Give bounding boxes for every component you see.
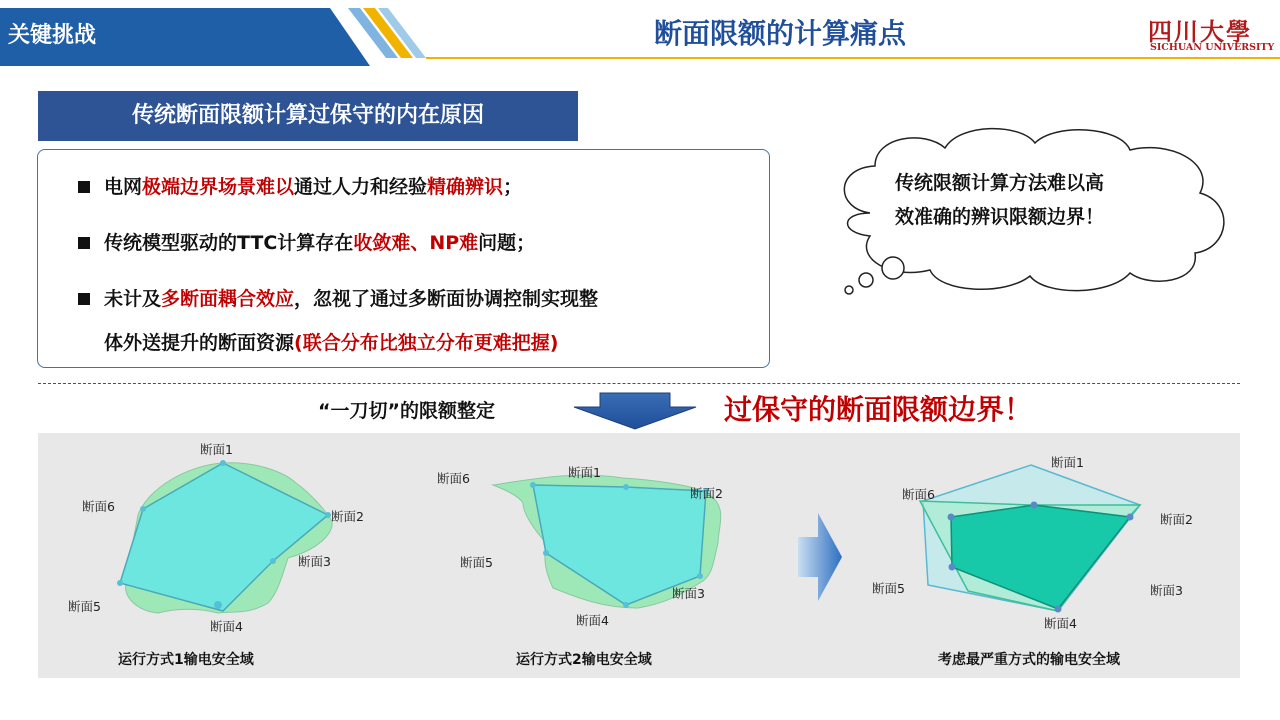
- reason-highlight: 收敛难、NP难: [353, 232, 479, 254]
- bullet-square-icon: [78, 237, 90, 249]
- reason-item-2: [78, 228, 535, 258]
- diagram1-label-4: 断面4: [210, 619, 243, 634]
- university-logo: 四川大學: [1148, 17, 1252, 46]
- reason-highlight: (联合分布比独立分布更难把握): [294, 332, 559, 354]
- diagram-panel: [38, 433, 1240, 678]
- thought-bubble-medium: [859, 273, 873, 287]
- section-tag: 关键挑战: [8, 23, 97, 48]
- down-arrow-icon: [572, 391, 698, 431]
- reason-text: 通过人力和经验: [294, 176, 428, 198]
- diagram2-caption: 运行方式2输电安全域: [516, 652, 652, 668]
- diagram2-label-1: 断面1: [568, 465, 601, 480]
- reasons-box: [37, 149, 770, 368]
- diagram1-label-2: 断面2: [331, 509, 364, 524]
- reason-text: ，忽视了通过多断面协调控制实现整: [294, 288, 599, 310]
- diagram1-caption: 运行方式1输电安全域: [118, 652, 254, 668]
- university-logo-en: SICHUAN UNIVERSITY: [1150, 42, 1275, 53]
- diagram1-label-1: 断面1: [200, 442, 233, 457]
- reason-highlight: 极端边界场景难以: [142, 176, 295, 198]
- diagram3-label-2: 断面2: [1160, 512, 1193, 527]
- thought-bubble-large: [882, 257, 904, 279]
- diagram2-label-3: 断面3: [672, 586, 705, 601]
- diagram2-label-4: 断面4: [576, 613, 609, 628]
- reason-text: 问题；: [478, 232, 536, 254]
- diagram1-label-6: 断面6: [82, 499, 115, 514]
- diagram3-label-4: 断面4: [1044, 616, 1077, 631]
- thought-line-2: 效准确的辨识限额边界！: [895, 206, 1105, 228]
- reason-highlight: 多断面耦合效应: [161, 288, 295, 310]
- security-region-diagram-1: [38, 433, 418, 678]
- diagram3-caption: 考虑最严重方式的输电安全域: [938, 652, 1120, 668]
- diagram2-label-5: 断面5: [460, 555, 493, 570]
- page-title: 断面限额的计算痛点: [653, 17, 906, 50]
- reason-highlight: 精确辨识: [427, 176, 504, 198]
- right-arrow-icon: [796, 511, 844, 603]
- one-cut-label: “一刀切”的限额整定: [318, 400, 495, 422]
- reason-item-3: [78, 284, 738, 358]
- reason-text: 未计及: [104, 288, 162, 310]
- section-divider: [38, 383, 1240, 384]
- security-region-diagram-3: [858, 433, 1240, 678]
- diagram3-label-6: 断面6: [902, 487, 935, 502]
- reasons-title: 传统断面限额计算过保守的内在原因: [38, 91, 578, 141]
- diagram3-label-1: 断面1: [1051, 455, 1084, 470]
- conclusion-text: 过保守的断面限额边界！: [724, 393, 1033, 426]
- reason-text: 电网: [104, 176, 143, 198]
- thought-bubble-small: [845, 286, 853, 294]
- bullet-square-icon: [78, 181, 90, 193]
- diagram2-label-2: 断面2: [690, 486, 723, 501]
- diagram1-label-3: 断面3: [298, 554, 331, 569]
- diagram1-label-5: 断面5: [68, 599, 101, 614]
- thought-text: [895, 166, 1185, 234]
- bullet-square-icon: [78, 293, 90, 305]
- diagram3-label-3: 断面3: [1150, 583, 1183, 598]
- diagram2-label-6: 断面6: [437, 471, 470, 486]
- reason-text: 传统模型驱动的TTC计算存在: [104, 232, 354, 254]
- reason-item-1: [78, 172, 522, 202]
- reason-text: ；: [503, 176, 523, 198]
- diagram3-label-5: 断面5: [872, 581, 905, 596]
- reason-text: 体外送提升的断面资源: [104, 332, 295, 354]
- thought-line-1: 传统限额计算方法难以高: [895, 172, 1105, 194]
